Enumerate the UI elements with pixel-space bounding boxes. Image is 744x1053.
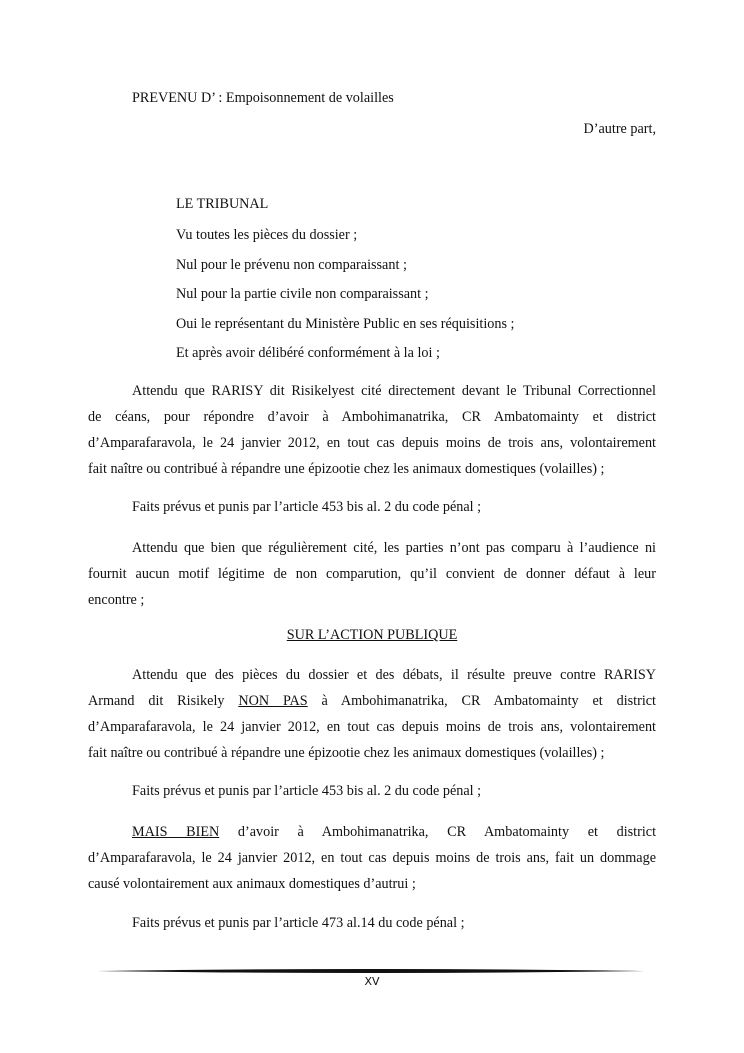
paragraph-faits-1: Faits prévus et punis par l’article 453 bis al. 2 du code pénal ; xyxy=(132,499,482,515)
paragraph-faits-2: Faits prévus et punis par l’article 453 bis al. 2 du code pénal ; xyxy=(132,783,482,799)
tribunal-title: LE TRIBUNAL xyxy=(176,196,269,212)
tribunal-line: Nul pour la partie civile non comparaissant ; xyxy=(176,286,429,302)
tribunal-line: Et après avoir délibéré conformément à la loi ; xyxy=(176,345,440,361)
tribunal-line: Vu toutes les pièces du dossier ; xyxy=(176,227,358,243)
paragraph-attendu-1: Attendu que RARISY dit Risikelyest cité directement devant le Tribunal Correctionnel de céans, pour répondre d’avoir à Ambohimanatrika, CR Ambatomainty et district d’Amparafaravola, le 24 janvier 2012, en tout cas depuis moins de trois ans, volontairement fait naître ou contribué à répandre une épizootie chez les animaux domestiques (volailles) ; xyxy=(88,383,656,477)
page-number: XV xyxy=(364,975,380,988)
prevenu-line: PREVENU D’ : Empoisonnement de volailles xyxy=(132,90,394,106)
autre-part-line: D’autre part, xyxy=(583,121,656,137)
section-title: SUR L’ACTION PUBLIQUE xyxy=(286,627,458,643)
paragraph-attendu-3: Attendu que des pièces du dossier et des débats, il résulte preuve contre RARISY Armand dit Risikely NON PAS à Ambohimanatrika, CR Ambatomainty et district d’Amparafaravola, le 24 janvier 2012, en tout cas depuis moins de trois ans, volontairement fait naître ou contribué à répandre une épizootie chez les animaux domestiques (volailles) ; xyxy=(88,667,657,761)
tribunal-line: Nul pour le prévenu non comparaissant ; xyxy=(176,257,407,273)
paragraph-faits-3: Faits prévus et punis par l’article 473 al.14 du code pénal ; xyxy=(132,915,465,931)
tribunal-line: Oui le représentant du Ministère Public en ses réquisitions ; xyxy=(176,316,515,332)
paragraph-mais-bien: MAIS BIEN d’avoir à Ambohimanatrika, CR Ambatomainty et district d’Amparafaravola, le 24 janvier 2012, en tout cas depuis moins de trois ans, fait un dommage causé volontairement aux animaux domestiques d’autrui ; xyxy=(88,824,657,892)
paragraph-attendu-2: Attendu que bien que régulièrement cité, les parties n’ont pas comparu à l’audience ni fournit aucun motif légitime de non comparution, qu’il convient de donner défaut à leur encontre ; xyxy=(88,540,656,608)
